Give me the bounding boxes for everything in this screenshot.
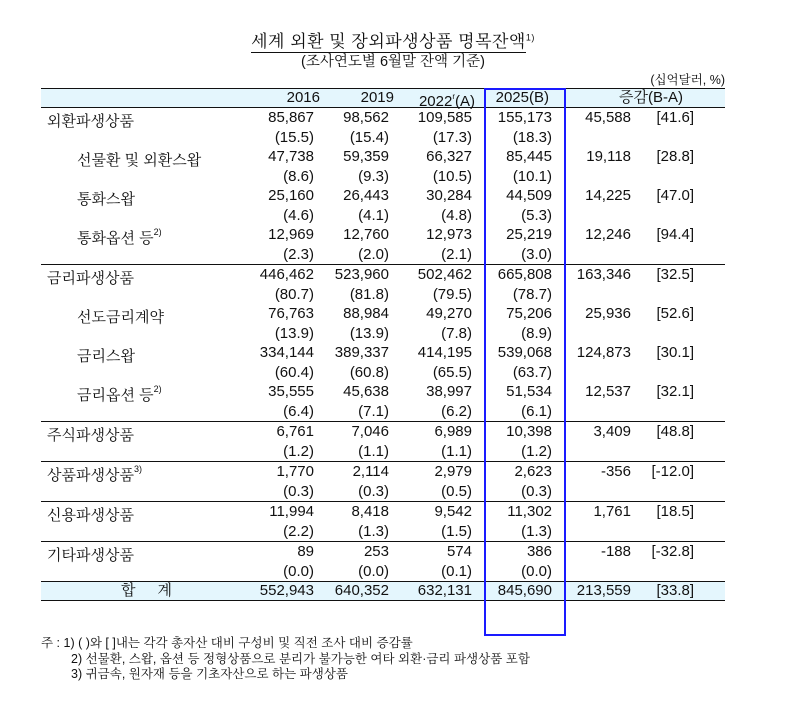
- share-2019: (9.3): [358, 167, 389, 185]
- share-2019: (13.9): [349, 324, 389, 342]
- share-row: [41, 285, 725, 305]
- table-title: [0, 27, 786, 52]
- share-row: [41, 324, 725, 344]
- share-2016: (0.3): [283, 482, 314, 500]
- col-2016: 2016: [286, 89, 320, 106]
- share-2022: (2.1): [441, 245, 472, 263]
- share-2025: (63.7): [512, 363, 552, 381]
- value-2025: 155,173: [497, 109, 552, 126]
- total-row: [41, 581, 725, 601]
- value-diff: 25,936: [585, 305, 631, 322]
- col-2022-year: 2022: [418, 93, 453, 110]
- value-2022: 6,989: [434, 423, 472, 440]
- share-2016: (8.6): [283, 167, 314, 185]
- value-2016: 89: [297, 543, 314, 560]
- value-2016: 85,867: [268, 109, 314, 126]
- share-2022: (0.5): [441, 482, 472, 500]
- value-pct: [18.5]: [656, 503, 694, 520]
- value-2016: 446,462: [259, 266, 314, 283]
- share-row: [41, 363, 725, 383]
- table-row: [41, 343, 725, 363]
- share-2019: (81.8): [349, 285, 389, 303]
- value-2022: 2,979: [434, 463, 472, 480]
- value-2016: 47,738: [268, 148, 314, 165]
- total-pct: [33.8]: [656, 582, 694, 599]
- footnote-1: 주 : 1) ( )와 [ ]내는 각각 총자산 대비 구성비 및 직전 조사 대비 증감률: [41, 636, 413, 650]
- value-2022: 414,195: [417, 344, 472, 361]
- table-row: [41, 541, 725, 562]
- value-2016: 76,763: [268, 305, 314, 322]
- total-2016: 552,943: [259, 582, 314, 599]
- table-row: [41, 147, 725, 167]
- share-2025: (3.0): [521, 245, 552, 263]
- share-2025: (5.3): [521, 206, 552, 224]
- unit-label: (십억달러, %): [650, 73, 725, 87]
- value-2016: 35,555: [268, 383, 314, 400]
- share-2025: (10.1): [512, 167, 552, 185]
- share-2019: (2.0): [358, 245, 389, 263]
- share-2022: (10.5): [432, 167, 472, 185]
- share-2016: (80.7): [274, 285, 314, 303]
- value-2025: 665,808: [497, 266, 552, 283]
- title-text: 세계 외환 및 장외파생상품 명목잔액: [251, 32, 526, 51]
- table-row: [41, 264, 725, 285]
- share-2016: (0.0): [283, 562, 314, 580]
- value-2025: 25,219: [506, 226, 552, 243]
- row-footnote: 3): [133, 464, 142, 474]
- value-2022: 574: [446, 543, 472, 560]
- value-2019: 12,760: [343, 226, 389, 243]
- share-2022: (6.2): [441, 402, 472, 420]
- share-row: [41, 402, 725, 422]
- share-2025: (18.3): [512, 128, 552, 146]
- share-2025: (0.3): [521, 482, 552, 500]
- row-label-text: 주식파생상품: [47, 427, 134, 444]
- value-diff: 1,761: [593, 503, 631, 520]
- table-body: [41, 108, 725, 581]
- row-footnote: 2): [153, 384, 162, 394]
- share-row: [41, 245, 725, 265]
- value-2019: 7,046: [351, 423, 389, 440]
- value-2022: 12,973: [426, 226, 472, 243]
- value-2016: 25,160: [268, 187, 314, 204]
- table-row: [41, 382, 725, 402]
- value-2022: 49,270: [426, 305, 472, 322]
- share-row: [41, 442, 725, 462]
- share-2022: (79.5): [432, 285, 472, 303]
- footnote-2: 2) 선물환, 스왑, 옵션 등 정형상품으로 분리가 불가능한 여타 외환·금리 파생상품 포함: [71, 651, 530, 666]
- row-label-text: 통화스왑: [77, 191, 135, 208]
- title-footnote: 1): [525, 32, 535, 43]
- total-2019: 640,352: [334, 582, 389, 599]
- value-diff: 45,588: [585, 109, 631, 126]
- row-label-text: 금리파생상품: [47, 270, 134, 287]
- value-2022: 30,284: [426, 187, 472, 204]
- share-2016: (15.5): [274, 128, 314, 146]
- table-row: [41, 461, 725, 482]
- value-diff: -188: [600, 543, 631, 560]
- value-2016: 11,994: [269, 503, 314, 520]
- share-2019: (0.3): [358, 482, 389, 500]
- col-2025: 2025(B): [495, 89, 549, 106]
- share-2016: (1.2): [283, 442, 314, 460]
- share-2022: (1.1): [441, 442, 472, 460]
- value-2019: 523,960: [334, 266, 389, 283]
- value-pct: [52.6]: [656, 305, 694, 322]
- value-2025: 11,302: [507, 503, 552, 520]
- row-label-text: 금리스왑: [77, 348, 135, 365]
- value-2016: 1,770: [276, 463, 314, 480]
- share-2019: (1.3): [358, 522, 389, 540]
- share-2022: (17.3): [432, 128, 472, 146]
- row-label-text: 신용파생상품: [47, 507, 134, 524]
- share-2022: (1.5): [441, 522, 472, 540]
- table-row: [41, 421, 725, 442]
- value-diff: 12,246: [585, 226, 631, 243]
- share-row: [41, 522, 725, 542]
- share-2022: (65.5): [432, 363, 472, 381]
- share-2019: (0.0): [358, 562, 389, 580]
- col-diff: 증감(B-A): [619, 89, 683, 106]
- value-pct: [47.0]: [656, 187, 694, 204]
- value-diff: -356: [600, 463, 631, 480]
- value-pct: [30.1]: [656, 344, 694, 361]
- value-2025: 2,623: [514, 463, 552, 480]
- row-label-text: 통화옵션 등: [77, 230, 154, 247]
- value-2025: 10,398: [506, 423, 552, 440]
- value-pct: [41.6]: [656, 109, 694, 126]
- value-pct: [28.8]: [656, 148, 694, 165]
- col-2019: 2019: [360, 89, 394, 106]
- share-2025: (1.2): [521, 442, 552, 460]
- value-2019: 26,443: [343, 187, 389, 204]
- value-diff: 14,225: [585, 187, 631, 204]
- value-2022: 38,997: [426, 383, 472, 400]
- value-diff: 19,118: [586, 148, 631, 165]
- revised-mark: r: [452, 92, 455, 101]
- row-label-text: 외환파생상품: [47, 113, 134, 130]
- value-pct: [94.4]: [656, 226, 694, 243]
- share-2025: (0.0): [521, 562, 552, 580]
- value-diff: 163,346: [576, 266, 631, 283]
- table-row: [41, 186, 725, 206]
- share-2016: (6.4): [283, 402, 314, 420]
- value-2022: 109,585: [417, 109, 472, 126]
- value-2025: 386: [526, 543, 552, 560]
- value-2022: 9,542: [434, 503, 472, 520]
- share-2016: (4.6): [283, 206, 314, 224]
- share-2016: (13.9): [274, 324, 314, 342]
- value-2019: 45,638: [343, 383, 389, 400]
- table-row: [41, 225, 725, 245]
- value-2019: 389,337: [334, 344, 389, 361]
- value-2016: 334,144: [259, 344, 314, 361]
- value-2019: 98,562: [343, 109, 389, 126]
- share-2025: (6.1): [521, 402, 552, 420]
- value-pct: [32.5]: [656, 266, 694, 283]
- share-2016: (2.3): [283, 245, 314, 263]
- value-2025: 85,445: [506, 148, 552, 165]
- value-2025: 75,206: [506, 305, 552, 322]
- total-2025: 845,690: [497, 582, 552, 599]
- value-2016: 6,761: [276, 423, 314, 440]
- table-row: [41, 304, 725, 324]
- share-2022: (7.8): [441, 324, 472, 342]
- header-row: [41, 88, 725, 108]
- value-pct: [-12.0]: [651, 463, 694, 480]
- footnote-3: 3) 귀금속, 원자재 등을 기초자산으로 하는 파생상품: [71, 667, 348, 681]
- value-2019: 253: [363, 543, 389, 560]
- value-2016: 12,969: [268, 226, 314, 243]
- share-2025: (78.7): [512, 285, 552, 303]
- table-row: [41, 108, 725, 128]
- share-2019: (15.4): [349, 128, 389, 146]
- total-2022: 632,131: [417, 582, 472, 599]
- row-label-text: 금리옵션 등: [77, 387, 154, 404]
- share-row: [41, 167, 725, 187]
- value-2019: 8,418: [351, 503, 389, 520]
- share-2016: (2.2): [283, 522, 314, 540]
- value-2019: 2,114: [352, 463, 389, 480]
- value-2019: 88,984: [343, 305, 389, 322]
- value-pct: [48.8]: [656, 423, 694, 440]
- table-row: [41, 501, 725, 522]
- share-2016: (60.4): [274, 363, 314, 381]
- value-diff: 12,537: [585, 383, 631, 400]
- share-2019: (7.1): [358, 402, 389, 420]
- value-2019: 59,359: [343, 148, 389, 165]
- value-diff: 124,873: [576, 344, 631, 361]
- share-2025: (8.9): [521, 324, 552, 342]
- total-label: 합계: [121, 582, 194, 599]
- share-row: [41, 128, 725, 148]
- value-2025: 51,534: [506, 383, 552, 400]
- row-label-text: 선도금리계약: [77, 309, 164, 326]
- row-label-text: 기타파생상품: [47, 547, 134, 564]
- share-row: [41, 206, 725, 226]
- share-2022: (0.1): [441, 562, 472, 580]
- col-2022-suffix: (A): [455, 93, 475, 110]
- footnotes: [41, 636, 530, 683]
- share-2019: (4.1): [358, 206, 389, 224]
- value-diff: 3,409: [593, 423, 631, 440]
- share-2019: (1.1): [358, 442, 389, 460]
- derivatives-table: [41, 88, 725, 601]
- share-row: [41, 562, 725, 582]
- share-2022: (4.8): [441, 206, 472, 224]
- value-2025: 44,509: [506, 187, 552, 204]
- value-2022: 66,327: [426, 148, 472, 165]
- row-label-text: 선물환 및 외환스왑: [77, 152, 202, 169]
- subtitle: (조사연도별 6월말 잔액 기준): [301, 54, 485, 70]
- total-diff: 213,559: [576, 582, 631, 599]
- row-label-text: 상품파생상품: [47, 467, 134, 484]
- value-pct: [32.1]: [656, 383, 694, 400]
- value-2022: 502,462: [417, 266, 472, 283]
- value-pct: [-32.8]: [651, 543, 694, 560]
- share-2025: (1.3): [521, 522, 552, 540]
- share-row: [41, 482, 725, 502]
- value-2025: 539,068: [497, 344, 552, 361]
- share-2019: (60.8): [349, 363, 389, 381]
- row-footnote: 2): [153, 227, 162, 237]
